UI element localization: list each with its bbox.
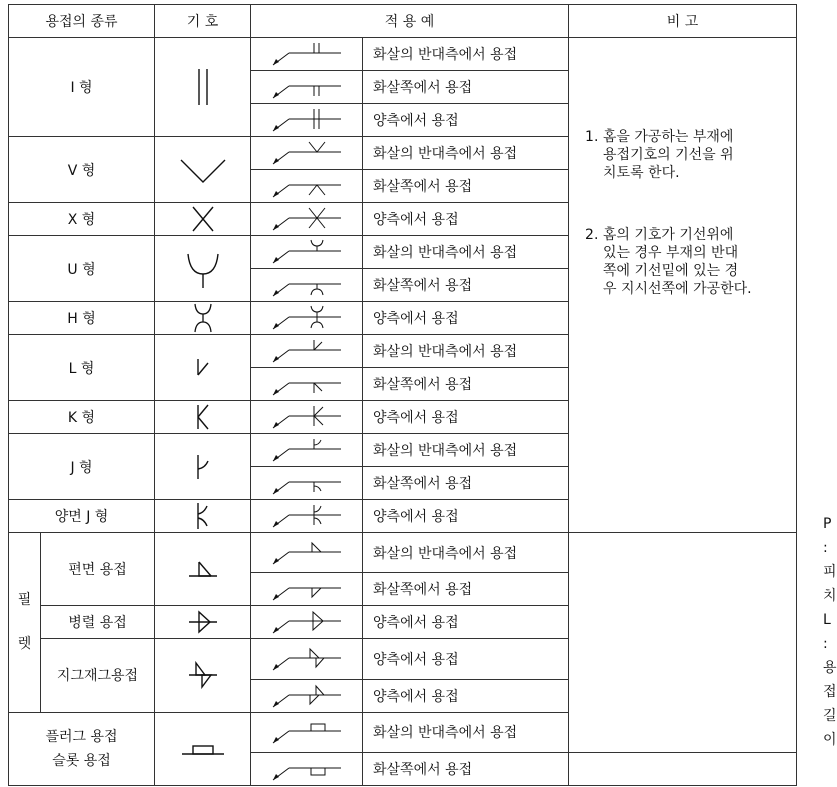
type-plug-slot: 플러그 용접 슬롯 용접	[9, 712, 155, 785]
app-both: 양측에서 용접	[363, 203, 569, 236]
example-x-both-icon	[251, 203, 363, 236]
type-j: J 형	[9, 434, 155, 500]
example-fillet-parallel-both-icon	[251, 606, 363, 639]
symbol-double-j-icon	[155, 500, 251, 533]
app-opposite: 화살의 반대측에서 용접	[363, 38, 569, 71]
type-x: X 형	[9, 203, 155, 236]
type-fillet-zigzag: 지그재그용접	[41, 639, 155, 712]
example-i-both-icon	[251, 104, 363, 137]
example-i-arrow-icon	[251, 71, 363, 104]
example-plug-opposite-icon	[251, 712, 363, 752]
symbol-plug-icon	[155, 712, 251, 785]
symbol-j-icon	[155, 434, 251, 500]
app-arrow: 화살쪽에서 용접	[363, 71, 569, 104]
app-both: 양측에서 용접	[363, 401, 569, 434]
app-arrow: 화살쪽에서 용접	[363, 269, 569, 302]
app-opposite: 화살의 반대측에서 용접	[363, 236, 569, 269]
symbol-l-icon	[155, 335, 251, 401]
header-symbol: 기 호	[155, 5, 251, 38]
symbol-i-icon	[155, 38, 251, 137]
app-arrow: 화살쪽에서 용접	[363, 467, 569, 500]
example-fillet-zigzag-both-1-icon	[251, 639, 363, 679]
note-empty	[569, 753, 797, 786]
symbol-fillet-zigzag-icon	[155, 639, 251, 712]
app-both: 양측에서 용접	[363, 679, 569, 712]
app-both: 양측에서 용접	[363, 500, 569, 533]
note-groove: 1. 홈을 가공하는 부재에 용접기호의 기선을 위 치토록 한다. 2. 홈의 기호가 기선위에 있는 경우 부재의 반대 쪽에 기선밑에 있는 경 우 지시선쪽에 가공한다.	[569, 38, 797, 533]
header-example: 적 용 예	[251, 5, 569, 38]
header-note: 비 고	[569, 5, 797, 38]
app-both: 양측에서 용접	[363, 639, 569, 679]
symbol-h-icon	[155, 302, 251, 335]
type-fillet-group: 필 렛	[9, 533, 41, 713]
example-l-arrow-icon	[251, 368, 363, 401]
app-arrow: 화살쪽에서 용접	[363, 753, 569, 786]
example-l-opposite-icon	[251, 335, 363, 368]
app-opposite: 화살의 반대측에서 용접	[363, 712, 569, 752]
example-h-both-icon	[251, 302, 363, 335]
app-arrow: 화살쪽에서 용접	[363, 170, 569, 203]
example-u-arrow-icon	[251, 269, 363, 302]
app-opposite: 화살의 반대측에서 용접	[363, 137, 569, 170]
app-opposite: 화살의 반대측에서 용접	[363, 434, 569, 467]
example-j-arrow-icon	[251, 467, 363, 500]
type-h: H 형	[9, 302, 155, 335]
app-arrow: 화살쪽에서 용접	[363, 368, 569, 401]
example-fillet-zigzag-both-2-icon	[251, 679, 363, 712]
example-v-arrow-icon	[251, 170, 363, 203]
symbol-k-icon	[155, 401, 251, 434]
app-opposite: 화살의 반대측에서 용접	[363, 335, 569, 368]
weld-symbol-table: 용접의 종류 기 호 적 용 예 비 고 I 형 화살의 반대측에서 용접 1. 홈을 가공하는 부재에 용접기호의 기선을 위 치토록 한다. 2. 홈의 기호가 기선위에 있는 경우 부재의 반대 쪽에 기선밑에 있는 경 우 지시선쪽에 가공한다. 화살쪽에서 용접 양측에서 용접 V 형 화살의 반대측에서 용접 화살쪽에서 용접 X 형 양측에서 용접 U 형 화살의 반대측에서 용접 화살쪽에서 용접 H 형 양측에서 용접 L 형 화살의 반대측에서 용접 화살쪽에서 용접 K 형 양측에서 용접 J 형 화살의 반대측에서 용접 화살쪽에서 용접 양면 J 형 양측에서 용접 P : 피치 L : 용접길이 필 렛 편면 용접 화살의 반대측에서 용접 화살쪽에서 용접 병렬 용접 양측에서 용접 지그재그용접 양측에서 용접 양측에서 용접 플러그 용접 슬롯 용접 화살의 반대측에서 용접 화살쪽에서 용접	[8, 4, 797, 786]
example-plug-arrow-icon	[251, 753, 363, 786]
header-weld-type: 용접의 종류	[9, 5, 155, 38]
type-double-j: 양면 J 형	[9, 500, 155, 533]
symbol-v-icon	[155, 137, 251, 203]
example-i-opposite-icon	[251, 38, 363, 71]
symbol-x-icon	[155, 203, 251, 236]
symbol-fillet-single-icon	[155, 533, 251, 606]
symbol-u-icon	[155, 236, 251, 302]
type-u: U 형	[9, 236, 155, 302]
symbol-fillet-parallel-icon	[155, 606, 251, 639]
example-v-opposite-icon	[251, 137, 363, 170]
example-fillet-single-arrow-icon	[251, 573, 363, 606]
app-both: 양측에서 용접	[363, 104, 569, 137]
type-i: I 형	[9, 38, 155, 137]
example-u-opposite-icon	[251, 236, 363, 269]
type-l: L 형	[9, 335, 155, 401]
example-double-j-both-icon	[251, 500, 363, 533]
type-k: K 형	[9, 401, 155, 434]
type-fillet-parallel: 병렬 용접	[41, 606, 155, 639]
example-fillet-single-opposite-icon	[251, 533, 363, 573]
app-both: 양측에서 용접	[363, 606, 569, 639]
type-v: V 형	[9, 137, 155, 203]
type-fillet-single: 편면 용접	[41, 533, 155, 606]
app-arrow: 화살쪽에서 용접	[363, 573, 569, 606]
app-both: 양측에서 용접	[363, 302, 569, 335]
example-k-both-icon	[251, 401, 363, 434]
app-opposite: 화살의 반대측에서 용접	[363, 533, 569, 573]
example-j-opposite-icon	[251, 434, 363, 467]
